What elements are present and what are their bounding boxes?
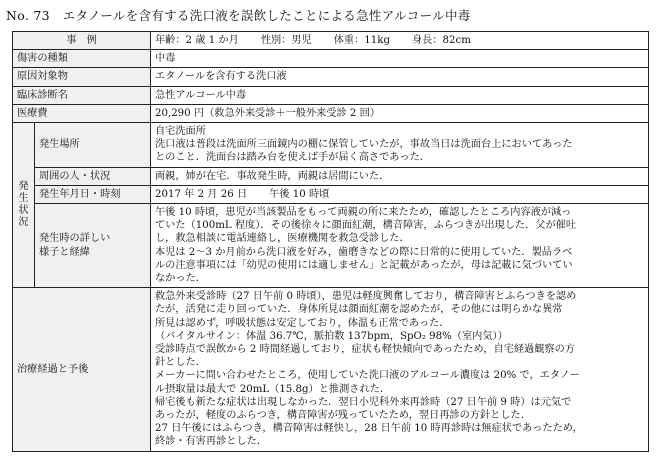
diagnosis-label: 臨床診断名 bbox=[13, 86, 151, 104]
case-table bbox=[12, 31, 649, 452]
occurrence-date: 2017 年 2 月 26 日 bbox=[155, 188, 248, 200]
place-label: 発生場所 bbox=[35, 123, 151, 168]
details-label: 発生時の詳しい 様子と経緯 bbox=[35, 204, 151, 288]
case-row bbox=[13, 32, 649, 50]
medical-cost-label: 医療費 bbox=[13, 104, 151, 122]
details-value: 午後 10 時頃，患児が当該製品をもって両親の所に来たため，確認したところ内容液が減っ ていた（100mL 程度）．その後徐々に顔面紅潮，構音障害，ふらつきが出現した．父が催吐 し，救急相談に電話連絡し，医療機関を救急受診した． 本児は 2～3 か月前から洗口液を好み，歯磨きなどの際に日常的に使用していた．製品ラベ ルの注意事項には「幼児の使用には適しません」と記載があったが，母は記載に気づいてい なかった． bbox=[151, 204, 649, 288]
people-value: 両親，姉が在宅．事故発生時，両親は居間にいた． bbox=[151, 167, 649, 185]
injury-type-value: 中毒 bbox=[151, 50, 649, 68]
case-weight: 体重：11kg bbox=[333, 35, 390, 46]
injury-type-label: 傷害の種類 bbox=[13, 50, 151, 68]
diagnosis-row bbox=[13, 86, 649, 104]
occurrence-vertical-label: 発 生 状 況 bbox=[13, 123, 35, 288]
diagnosis-value: 急性アルコール中毒 bbox=[151, 86, 649, 104]
report-title: No. 73 エタノールを含有する洗口液を誤飲したことによる急性アルコール中毒 bbox=[6, 8, 471, 23]
case-age: 年齢：2 歳 1 か月 bbox=[155, 35, 239, 46]
datetime-row bbox=[13, 185, 649, 203]
case-height: 身長：82cm bbox=[411, 35, 471, 46]
case-sex: 性別：男児 bbox=[260, 35, 312, 46]
cause-label: 原因対象物 bbox=[13, 68, 151, 86]
cause-row bbox=[13, 68, 649, 86]
treatment-value: 救急外来受診時（27 日午前 0 時頃），患児は軽度興奮しており，構音障害とふらつきを認め たが，活発に走り回っていた．身体所見は顔面紅潮を認めたが，その他には明らかな異常 所見は認めず，呼吸状態は安定しており，体温も正常であった． （バイタルサイン：体温 36.7℃，脈拍数 137bpm，SpO₂ 98%（室内気）） 受診時点で誤飲から 2 時間経過しており，症状も軽快傾向であったため，自宅経過観察の方 針とした． メーカーに問い合わせたところ，使用していた洗口液のアルコール濃度は 20% で，エタノー ル摂取量は最大で 20mL（15.8g）と推測された． 帰宅後も新たな症状は出現しなかった．翌日小児科外来再診時（27 日午前 9 時）は元気で あったが，軽度のふらつき，構音障害が残っていたため，翌日再診の方針とした． 27 日午後にはふらつき，構音障害は軽快し，28 日午前 10 時再診時は無症状であったため， 終診・有害再診とした． bbox=[151, 288, 649, 451]
people-label: 周囲の人・状況 bbox=[35, 167, 151, 185]
treatment-label: 治療経過と予後 bbox=[13, 288, 151, 451]
case-profile bbox=[151, 32, 649, 50]
injury-type-row bbox=[13, 50, 649, 68]
people-row bbox=[13, 167, 649, 185]
occurrence-time: 午後 10 時頃 bbox=[269, 188, 330, 200]
treatment-row bbox=[13, 288, 649, 451]
datetime-label: 発生年月日・時刻 bbox=[35, 185, 151, 203]
cause-value: エタノールを含有する洗口液 bbox=[151, 68, 649, 86]
medical-cost-value: 20,290 円（救急外来受診＋一般外来受診 2 回） bbox=[151, 104, 649, 122]
datetime-value bbox=[151, 185, 649, 203]
details-row bbox=[13, 204, 649, 288]
medical-cost-row bbox=[13, 104, 649, 122]
occurrence-place-row bbox=[13, 123, 649, 168]
place-value: 自宅洗面所 洗口液は普段は洗面所三面鏡内の棚に保管していたが，事故当日は洗面台上においてあった とのこと．洗面台は踏み台を使えば手が届く高さであった． bbox=[151, 123, 649, 168]
case-label: 事 例 bbox=[13, 32, 151, 50]
